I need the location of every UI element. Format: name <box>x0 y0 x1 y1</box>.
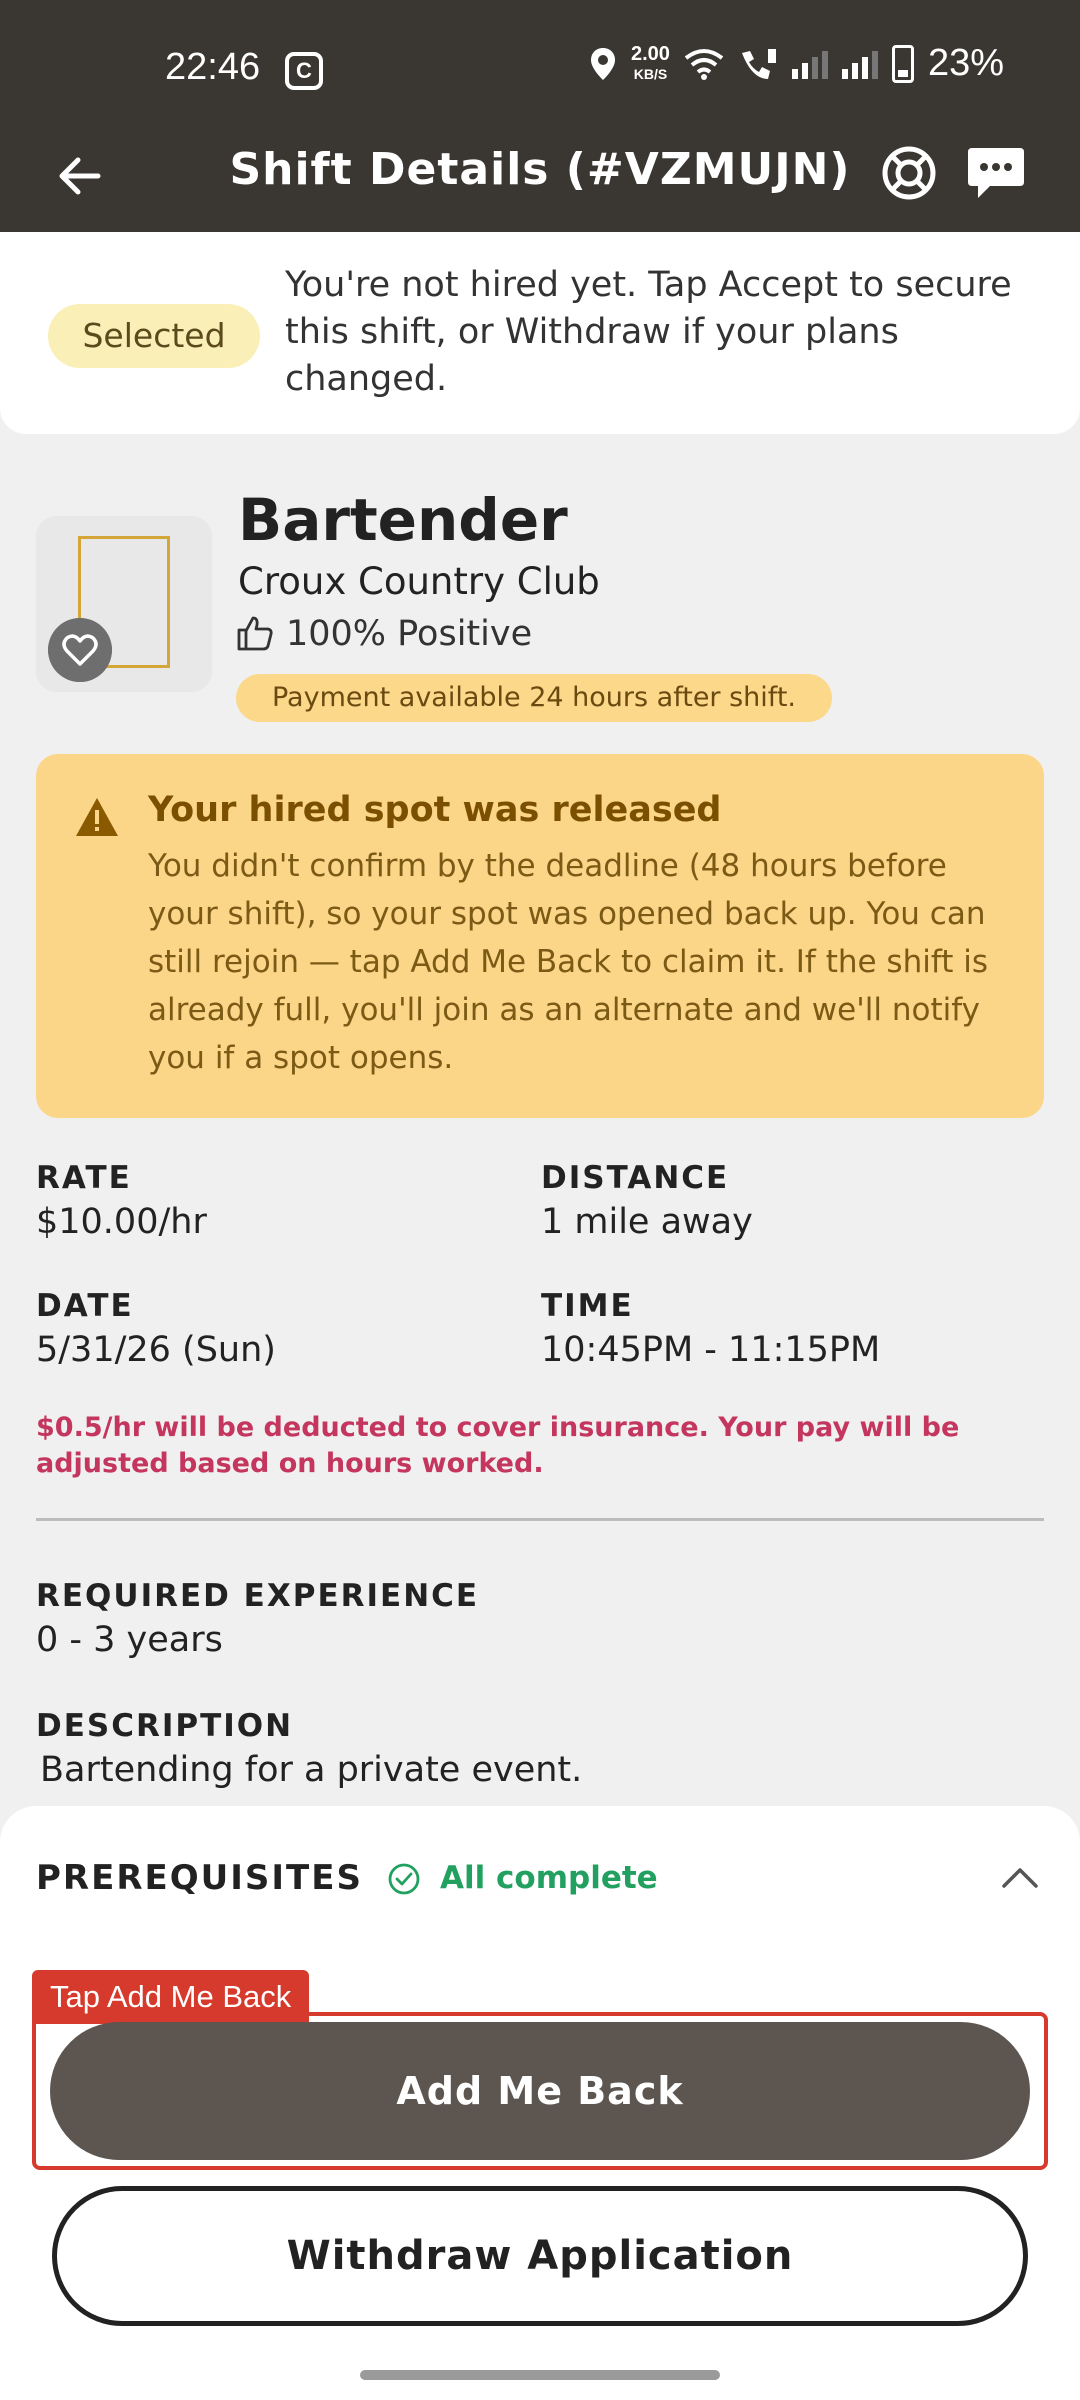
time-value: 10:45PM - 11:15PM <box>541 1330 881 1370</box>
withdraw-application-button[interactable]: Withdraw Application <box>52 2186 1028 2326</box>
company-name: Croux Country Club <box>238 560 600 603</box>
warning-title: Your hired spot was released <box>148 790 722 830</box>
signal-2-icon <box>842 49 878 79</box>
rate-value: $10.00/hr <box>36 1202 207 1242</box>
status-message: You're not hired yet. Tap Accept to secure this shift, or Withdraw if your plans changed. <box>285 265 1012 399</box>
network-speed-value: 2.00 <box>631 42 670 65</box>
status-bar <box>0 0 1080 132</box>
location-icon <box>589 46 617 82</box>
hint-tag: Tap Add Me Back <box>32 1970 309 2024</box>
page-title: Shift Details (#VZMUJN) <box>229 144 851 195</box>
status-time: 22:46 <box>165 46 261 88</box>
network-speed-unit: KB/S <box>633 65 668 82</box>
divider <box>36 1518 1044 1521</box>
help-lifebuoy-icon[interactable] <box>880 144 938 202</box>
battery-icon <box>892 45 914 83</box>
date-value: 5/31/26 (Sun) <box>36 1330 276 1370</box>
employer-rating: 100% Positive <box>286 614 533 654</box>
wifi-icon <box>684 48 724 80</box>
status-icons <box>589 42 1004 85</box>
home-indicator[interactable] <box>360 2370 720 2380</box>
time-label: TIME <box>541 1288 634 1324</box>
notification-app-icon: C <box>285 52 323 90</box>
insurance-note: $0.5/hr will be deducted to cover insurance. Your pay will be adjusted based on hours worked. <box>36 1412 960 1479</box>
battery-level: 23% <box>927 42 1004 84</box>
spot-released-warning <box>36 754 1044 1118</box>
job-title: Bartender <box>238 486 568 554</box>
distance-label: DISTANCE <box>541 1160 730 1196</box>
description-label: DESCRIPTION <box>36 1708 294 1744</box>
call-icon <box>738 47 778 81</box>
network-speed <box>631 44 670 84</box>
prerequisites-label[interactable]: PREREQUISITES <box>36 1858 363 1898</box>
prerequisites-status: All complete <box>440 1860 658 1896</box>
experience-value: 0 - 3 years <box>36 1620 223 1660</box>
chat-icon[interactable] <box>966 144 1026 202</box>
rate-label: RATE <box>36 1160 132 1196</box>
company-logo <box>36 516 212 692</box>
app-bar <box>0 120 1080 232</box>
warning-icon <box>74 796 120 838</box>
payment-badge: Payment available 24 hours after shift. <box>236 674 832 722</box>
status-badge: Selected <box>48 304 260 368</box>
thumbs-up-icon <box>236 614 274 652</box>
warning-body: You didn't confirm by the deadline (48 hours before your shift), so your spot was opened back up. You can still rejoin — tap Add Me Back to claim it. If the shift is already full, you'll join as an alternate and we'll notify you if a spot opens. <box>148 848 988 1076</box>
chevron-up-icon[interactable] <box>1000 1862 1040 1892</box>
status-banner <box>0 232 1080 434</box>
signal-1-icon <box>792 49 828 79</box>
add-me-back-button[interactable]: Add Me Back <box>50 2022 1030 2160</box>
distance-value: 1 mile away <box>541 1202 753 1242</box>
check-circle-icon <box>387 1862 421 1896</box>
experience-label: REQUIRED EXPERIENCE <box>36 1578 480 1614</box>
description-value: Bartending for a private event. <box>40 1750 583 1790</box>
date-label: DATE <box>36 1288 134 1324</box>
heart-icon[interactable] <box>48 618 112 682</box>
